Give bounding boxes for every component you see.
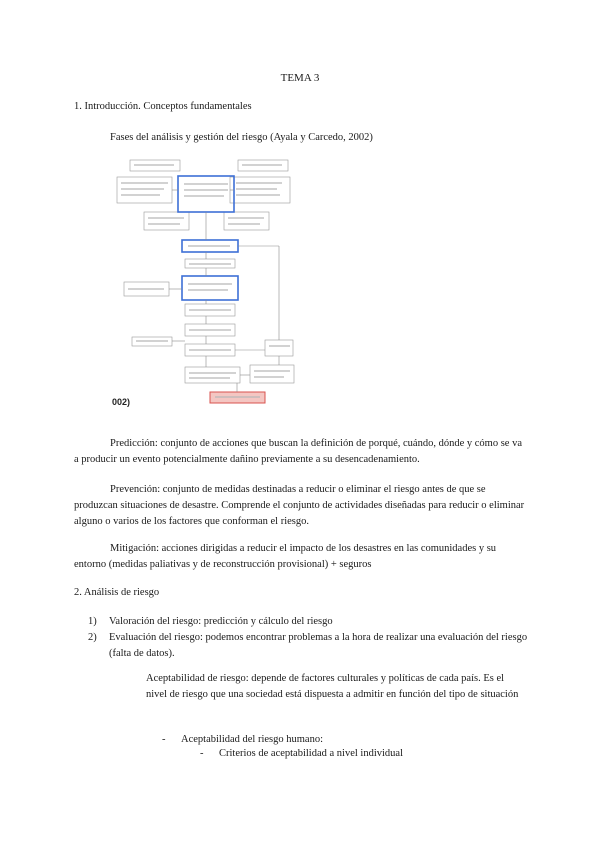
list-item-number: 1)	[88, 616, 97, 627]
list-item	[88, 630, 528, 662]
mitigation-paragraph: Mitigación: acciones dirigidas a reducir el impacto de los desastres en las comunidades y su entorno (medidas paliativas y de reconstrucción provisional) + seguros	[74, 543, 497, 570]
bullet-dash: -	[162, 734, 166, 745]
bullet-dash: -	[200, 748, 204, 759]
list-item	[88, 614, 528, 630]
risk-analysis-flowchart	[112, 152, 302, 408]
bullet-individual-criteria	[200, 746, 403, 762]
bullet-text: Aceptabilidad del riesgo humano:	[181, 734, 324, 745]
section-heading-introduction: 1. Introducción. Conceptos fundamentales	[74, 101, 252, 112]
flowchart-graphic	[112, 152, 302, 408]
numbered-list	[88, 614, 528, 662]
page-title: TEMA 3	[280, 72, 320, 84]
list-item-text: Valoración del riesgo: predicción y cálculo del riesgo	[109, 616, 333, 627]
section-heading-risk-analysis: 2. Análisis de riesgo	[74, 587, 160, 598]
prediction-paragraph: Predicción: conjunto de acciones que buscan la definición de porqué, cuándo, dónde y cómo se va a producir un evento potencialmente dañino previamente a su desencadenamiento.	[74, 438, 522, 465]
prevention-paragraph: Prevención: conjunto de medidas destinadas a reducir o eliminar el riesgo antes de que se produzcan situaciones de desastre. Comprende el conjunto de actividades diseñadas para reducir o eliminar alguno o varios de los factores que conforman el riesgo.	[74, 484, 525, 527]
acceptability-paragraph: Aceptabilidad de riesgo: depende de factores culturales y políticas de cada país. Es el nivel de riesgo que una sociedad está dispuesta a admitir en función del tipo de situación	[146, 673, 519, 700]
figure-fragment-label: 002)	[112, 397, 131, 407]
list-item-number: 2)	[88, 632, 97, 643]
list-item-text: Evaluación del riesgo: podemos encontrar problemas a la hora de realizar una evaluación del riesgo (falta de datos).	[109, 632, 528, 659]
bullet-text: Criterios de aceptabilidad a nivel individual	[219, 748, 403, 759]
figure-caption: Fases del análisis y gestión del riesgo (Ayala y Carcedo, 2002)	[110, 132, 373, 143]
